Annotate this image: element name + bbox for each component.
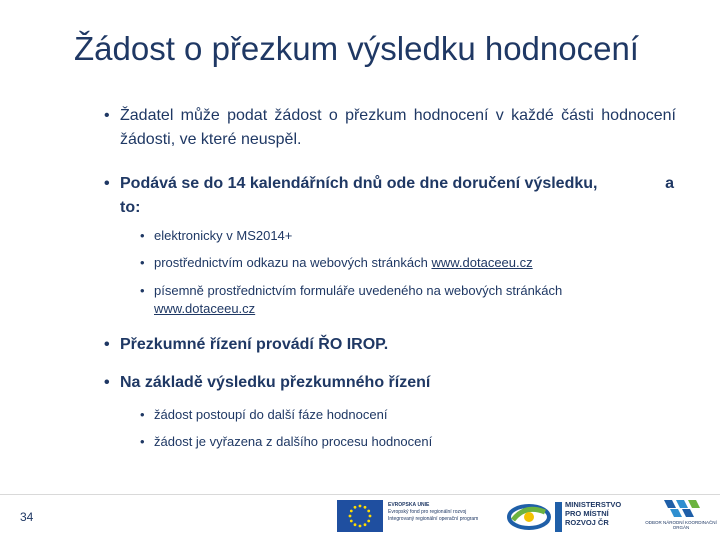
bullet-item xyxy=(104,104,676,152)
sub-bullet-item xyxy=(140,434,432,449)
sub-bullet-item xyxy=(140,407,387,422)
irop-logo-icon xyxy=(505,500,553,532)
eu-logo-line: EVROPSKÁ UNIE xyxy=(388,502,430,508)
ministry-line: PRO MÍSTNÍ xyxy=(565,509,609,518)
bullet-text-main: Podává se do 14 kalendářních dnů ode dne doručení výsledku, xyxy=(120,175,598,192)
sub-bullet-text: žádost postoupí do další fáze hodnocení xyxy=(154,407,388,422)
sub-bullet-marker: • xyxy=(140,283,145,298)
bullet-marker: • xyxy=(104,107,110,124)
page-number: 34 xyxy=(20,510,34,524)
ministry-line: ROZVOJ ČR xyxy=(565,518,609,527)
nok-logo-text xyxy=(644,520,718,530)
ministry-line: MINISTERSTVO xyxy=(565,500,622,509)
nok-logo-icon xyxy=(642,498,716,536)
bullet-item xyxy=(104,336,388,354)
slide-title: Žádost o přezkum výsledku hodnocení xyxy=(74,30,639,67)
ministry-logo-text xyxy=(565,500,621,527)
sub-bullet-text xyxy=(140,255,533,270)
bullet-marker: • xyxy=(104,336,110,353)
sub-bullet-text-main: prostřednictvím odkazu na webových stránkách xyxy=(154,255,432,270)
dotaceeu-link[interactable]: www.dotaceeu.cz xyxy=(431,255,533,270)
sub-bullet-item xyxy=(140,282,660,318)
eu-flag-icon xyxy=(337,500,383,532)
eu-logo-line: Integrovaný regionální operační program xyxy=(388,516,479,522)
dotaceeu-link[interactable]: www.dotaceeu.cz xyxy=(154,301,256,316)
sub-bullet-marker: • xyxy=(140,434,145,449)
sub-bullet-marker: • xyxy=(140,255,145,270)
bullet-marker: • xyxy=(104,374,110,391)
sub-bullet-text: žádost je vyřazena z dalšího procesu hodnocení xyxy=(154,434,433,449)
sub-bullet-text-main: písemně prostřednictvím formuláře uvedeného na webových stránkách xyxy=(154,283,563,298)
bullet-item xyxy=(104,172,676,220)
eu-logo-line: Evropský fond pro regionální rozvoj xyxy=(388,509,467,515)
sub-bullet-item xyxy=(140,228,292,243)
bullet-text-continuation: to: xyxy=(120,199,141,216)
sub-bullet-marker: • xyxy=(140,228,145,243)
nok-line: ORGÁN xyxy=(672,525,690,530)
bullet-text: Žadatel může podat žádost o přezkum hodnocení v každé části hodnocení žádosti, ve které neuspěl. xyxy=(120,107,676,148)
footer-divider xyxy=(0,494,720,495)
sub-bullet-item xyxy=(140,255,533,270)
bullet-text: Přezkumné řízení provádí ŘO IROP. xyxy=(120,336,389,353)
bullet-text: Na základě výsledku přezkumného řízení xyxy=(120,374,431,391)
sub-bullet-marker: • xyxy=(140,407,145,422)
bullet-text-tail: a xyxy=(665,175,674,192)
sub-bullet-text: elektronicky v MS2014+ xyxy=(154,228,293,243)
bullet-marker: • xyxy=(104,175,110,192)
nok-line: ODBOR NÁRODNÍ KOORDINAČNÍ xyxy=(645,520,717,525)
eu-logo-text xyxy=(388,502,498,523)
bullet-item xyxy=(104,374,430,392)
bullet-text xyxy=(104,172,676,220)
sub-bullet-text xyxy=(140,282,660,318)
